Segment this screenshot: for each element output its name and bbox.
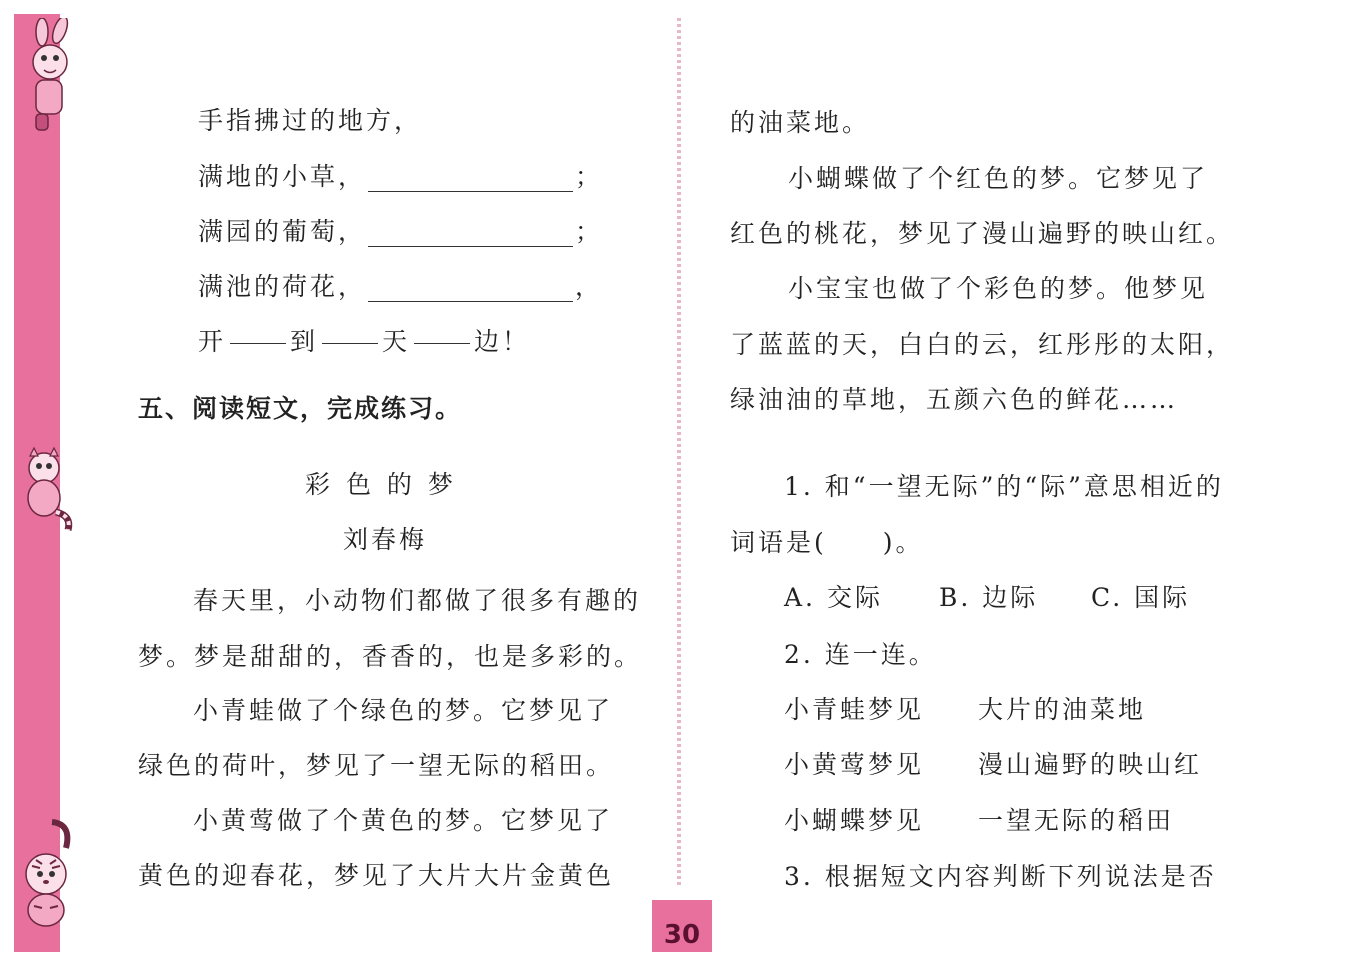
match-right-1[interactable]: 大片的油菜地 xyxy=(978,695,1147,724)
poem-line-4-text: 满池的荷花， xyxy=(198,272,367,301)
article-line-9: 红色的桃花，梦见了漫山遍野的映山红。 xyxy=(730,219,1235,248)
question-1-options xyxy=(784,583,1190,613)
page-number: 30 xyxy=(652,900,712,952)
match-left-3[interactable]: 小蝴蝶梦见 xyxy=(784,806,925,835)
question-1-line-1: 1. 和“一望无际”的“际”意思相近的 xyxy=(784,472,1224,501)
poem-line-4-end: ， xyxy=(575,272,604,301)
option-a[interactable]: A. 交际 xyxy=(784,583,883,612)
poem-word-2: 到 xyxy=(290,327,319,356)
article-line-5: 小黄莺做了个黄色的梦。它梦见了 xyxy=(193,806,614,835)
article-line-1: 春天里，小动物们都做了很多有趣的 xyxy=(193,586,642,615)
match-left-1[interactable]: 小青蛙梦见 xyxy=(784,695,925,724)
question-3: 3. 根据短文内容判断下列说法是否 xyxy=(784,862,1217,891)
article-line-7: 的油菜地。 xyxy=(730,108,871,137)
article-line-2: 梦。梦是甜甜的，香香的，也是多彩的。 xyxy=(138,642,643,671)
poem-line-3 xyxy=(198,217,603,247)
match-right-2[interactable]: 漫山遍野的映山红 xyxy=(978,750,1203,779)
article-line-6: 黄色的迎春花，梦见了大片大片金黄色 xyxy=(138,861,615,890)
poem-line-1: 手指拂过的地方， xyxy=(198,106,423,135)
tiger-illustration xyxy=(12,814,82,930)
poem-line-5 xyxy=(198,327,530,357)
poem-blank-3[interactable] xyxy=(368,279,573,302)
section-five-heading: 五、阅读短文，完成练习。 xyxy=(138,394,463,423)
option-c[interactable]: C. 国际 xyxy=(1091,583,1191,612)
article-line-11: 了蓝蓝的天，白白的云，红彤彤的太阳， xyxy=(730,330,1235,359)
poem-line-3-end: ； xyxy=(575,217,604,246)
poem-line-2-text: 满地的小草， xyxy=(198,162,367,191)
poem-blank-2[interactable] xyxy=(368,224,573,247)
poem-line-2 xyxy=(198,162,603,192)
match-right-3[interactable]: 一望无际的稻田 xyxy=(978,806,1175,835)
rabbit-illustration xyxy=(12,18,84,136)
dash-1 xyxy=(230,343,286,344)
article-author: 刘春梅 xyxy=(343,525,428,554)
article-title: 彩 色 的 梦 xyxy=(305,470,457,499)
poem-word-1: 开 xyxy=(198,327,227,356)
question-2: 2. 连一连。 xyxy=(784,640,937,669)
article-line-10: 小宝宝也做了个彩色的梦。他梦见 xyxy=(788,274,1209,303)
article-line-3: 小青蛙做了个绿色的梦。它梦见了 xyxy=(193,696,614,725)
article-line-4: 绿色的荷叶，梦见了一望无际的稻田。 xyxy=(138,751,615,780)
poem-line-2-end: ； xyxy=(575,162,604,191)
dash-3 xyxy=(414,343,470,344)
poem-line-4 xyxy=(198,272,603,302)
raccoon-illustration xyxy=(12,446,78,534)
poem-blank-1[interactable] xyxy=(368,169,573,192)
poem-word-3: 天 xyxy=(382,327,411,356)
option-b[interactable]: B. 边际 xyxy=(939,583,1039,612)
dash-2 xyxy=(322,343,378,344)
article-line-8: 小蝴蝶做了个红色的梦。它梦见了 xyxy=(788,164,1209,193)
poem-line-3-text: 满园的葡萄， xyxy=(198,217,367,246)
match-left-2[interactable]: 小黄莺梦见 xyxy=(784,750,925,779)
poem-word-4: 边！ xyxy=(474,327,531,356)
question-1-line-2: 词语是( )。 xyxy=(730,528,924,557)
article-line-12: 绿油油的草地，五颜六色的鲜花…… xyxy=(730,385,1179,414)
page-fold-divider xyxy=(677,18,681,888)
